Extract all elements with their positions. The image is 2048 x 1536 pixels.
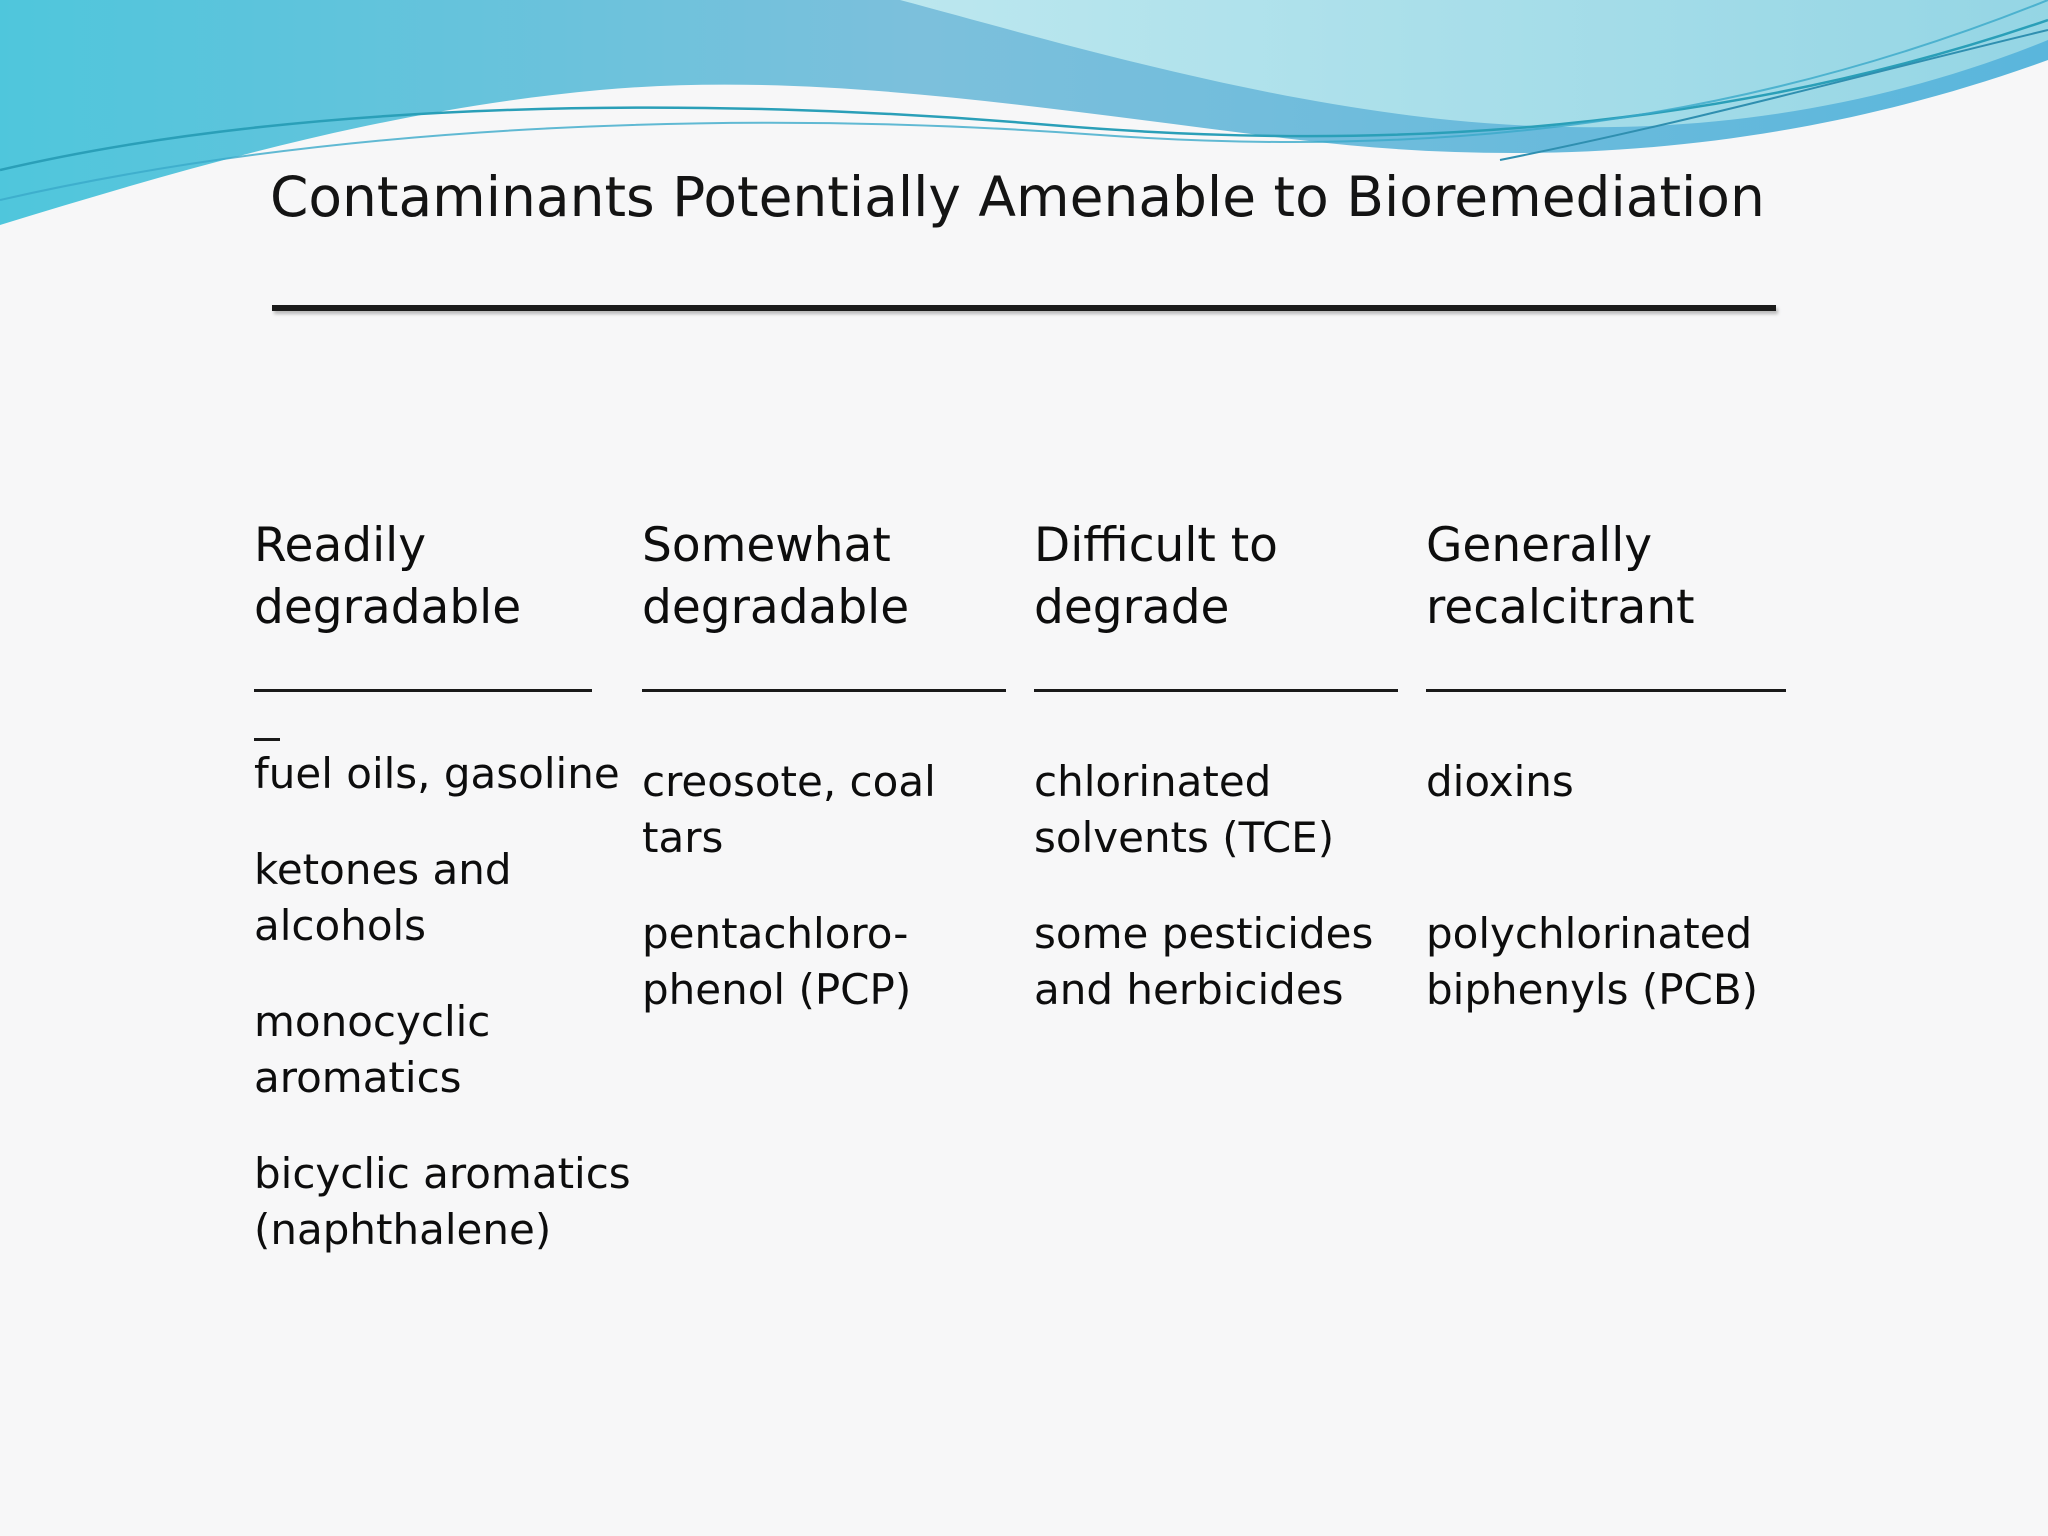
column-item-list bbox=[254, 746, 634, 1258]
column-heading: Difficult to degrade bbox=[1034, 518, 1278, 635]
list-item: monocyclic aromatics bbox=[254, 997, 491, 1102]
column-item-list bbox=[1034, 754, 1414, 1018]
list-item: pentachloro- phenol (PCP) bbox=[642, 909, 912, 1014]
column-item-list bbox=[1426, 754, 1806, 1018]
list-item: creosote, coal tars bbox=[642, 757, 936, 862]
list-item: polychlorinated biphenyls (PCB) bbox=[1426, 909, 1759, 1014]
column-heading-rule bbox=[1426, 689, 1786, 692]
list-item: chlorinated solvents (TCE) bbox=[1034, 757, 1335, 862]
column-heading: Readily degradable bbox=[254, 518, 522, 635]
list-item: ketones and alcohols bbox=[254, 845, 512, 950]
list-item: dioxins bbox=[1426, 757, 1574, 806]
column-item-list bbox=[642, 754, 1022, 1018]
column-readily-degradable bbox=[254, 515, 634, 1298]
column-heading: Somewhat degradable bbox=[642, 518, 910, 635]
column-heading-rule bbox=[1034, 689, 1398, 692]
title-underline bbox=[272, 305, 1776, 311]
column-heading-rule-overflow bbox=[254, 738, 280, 741]
list-item: some pesticides and herbicides bbox=[1034, 909, 1374, 1014]
list-item: bicyclic aromatics (naphthalene) bbox=[254, 1149, 631, 1254]
list-item: fuel oils, gasoline bbox=[254, 749, 620, 798]
column-heading-rule bbox=[642, 689, 1006, 692]
column-generally-recalcitrant bbox=[1426, 515, 1806, 1058]
column-heading: Generally recalcitrant bbox=[1426, 518, 1695, 635]
slide-title: Contaminants Potentially Amenable to Bioremediation bbox=[270, 165, 1765, 229]
column-heading-rule bbox=[254, 689, 592, 692]
column-somewhat-degradable bbox=[642, 515, 1022, 1058]
column-difficult-to-degrade bbox=[1034, 515, 1414, 1058]
